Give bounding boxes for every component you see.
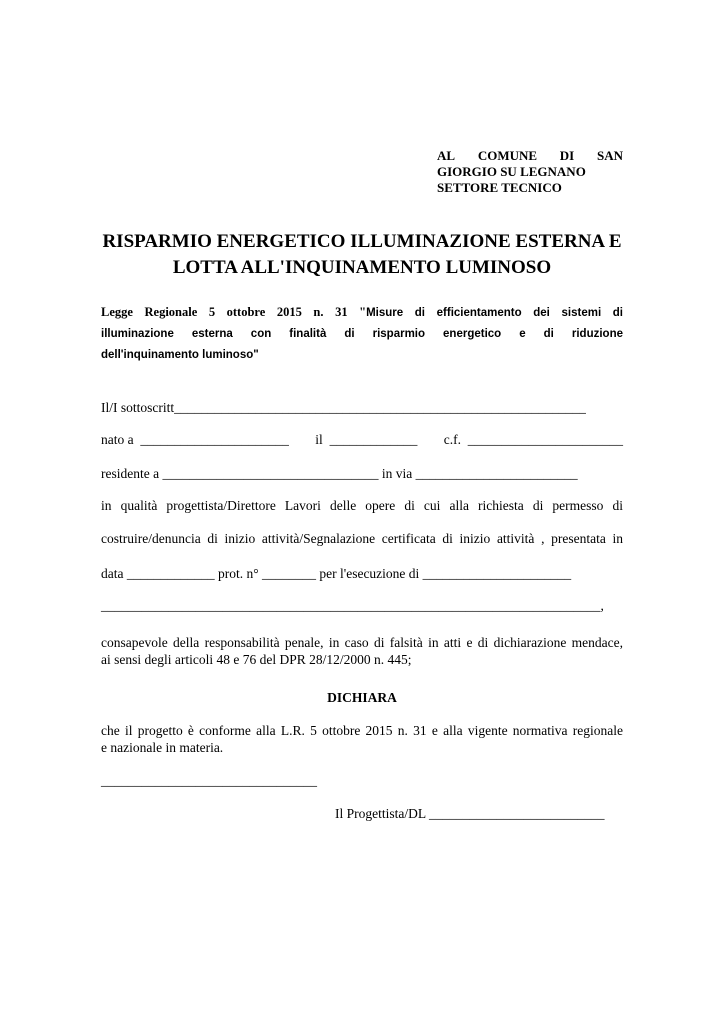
recipient-block — [437, 148, 623, 196]
street-label: in via — [381, 466, 413, 481]
exec-blank[interactable]: ______________________ — [422, 566, 572, 581]
declaration-paragraph — [101, 722, 623, 756]
birthdate-blank[interactable]: _____________ — [329, 432, 418, 447]
resident-blank[interactable]: ________________________________ — [162, 466, 379, 481]
request-line: costruire/denuncia di inizio attività/Segnalazione certificata di inizio attività , presentata in — [101, 531, 623, 546]
law-line-3: dell'inquinamento luminoso" — [101, 349, 259, 361]
street-blank[interactable]: ________________________ — [415, 466, 578, 481]
prot-label: prot. n° — [218, 566, 259, 581]
signer-line: Il/I sottoscritt_____________________________________________________________ — [101, 400, 586, 415]
recipient-line-1 — [437, 148, 623, 164]
recipient-word: SAN — [596, 148, 623, 163]
title-line-2: LOTTA ALL'INQUINAMENTO LUMINOSO — [172, 257, 552, 278]
declaration-line-1: che il progetto è conforme alla L.R. 5 ottobre 2015 n. 31 e alla vigente normativa regionale — [101, 723, 623, 738]
resident-label: residente a — [101, 466, 160, 481]
recipient-line-2: GIORGIO SU LEGNANO — [437, 164, 586, 179]
role-line: in qualità progettista/Direttore Lavori delle opere di cui alla richiesta di permesso di — [101, 498, 623, 513]
recipient-line-3: SETTORE TECNICO — [437, 180, 562, 195]
signature-blank[interactable]: __________________________ — [429, 806, 605, 821]
residence-line — [101, 465, 578, 483]
cf-blank[interactable]: _______________________ — [467, 432, 623, 447]
signature-line — [335, 805, 605, 823]
date-label: il _____________ — [315, 432, 418, 447]
birth-line — [101, 431, 623, 449]
recipient-word: DI — [559, 148, 575, 163]
signature-label: Il Progettista/DL — [335, 806, 426, 821]
born-label: nato a ______________________ — [101, 432, 289, 447]
title-line-1: RISPARMIO ENERGETICO ILLUMINAZIONE ESTERNA E — [102, 231, 622, 252]
awareness-paragraph — [101, 634, 623, 668]
law-title-start: Misure di efficientamento dei sistemi di — [366, 307, 623, 319]
exec-label: per l'esecuzione di — [319, 566, 420, 581]
awareness-line-2: ai sensi degli articoli 48 e 76 del DPR 28/12/2000 n. 445; — [101, 652, 412, 667]
law-prefix: Legge Regionale 5 ottobre 2015 n. 31 " — [101, 305, 367, 319]
recipient-word: AL — [437, 148, 456, 163]
law-line-1 — [101, 302, 623, 324]
declaration-line-2: e nazionale in materia. — [101, 740, 224, 755]
document-title — [100, 229, 624, 281]
awareness-line-1: consapevole della responsabilità penale, in caso di falsità in atti e di dichiarazione mendace, — [101, 635, 623, 650]
law-line-2: illuminazione esterna con finalità di risparmio energetico e di riduzione — [101, 328, 623, 340]
law-reference — [101, 302, 623, 366]
date-place-blank[interactable]: ________________________________ — [101, 773, 317, 788]
data-blank[interactable]: _____________ — [126, 566, 215, 581]
declares-heading: DICHIARA — [327, 690, 397, 705]
prot-blank[interactable]: ________ — [262, 566, 317, 581]
work-description-blank[interactable]: __________________________________________________________________________, — [101, 598, 604, 613]
data-label: data — [101, 566, 124, 581]
cf-label: c.f. _______________________ — [443, 432, 623, 447]
birthplace-blank[interactable]: ______________________ — [140, 432, 289, 447]
recipient-word: COMUNE — [477, 148, 538, 163]
data-line — [101, 565, 571, 583]
